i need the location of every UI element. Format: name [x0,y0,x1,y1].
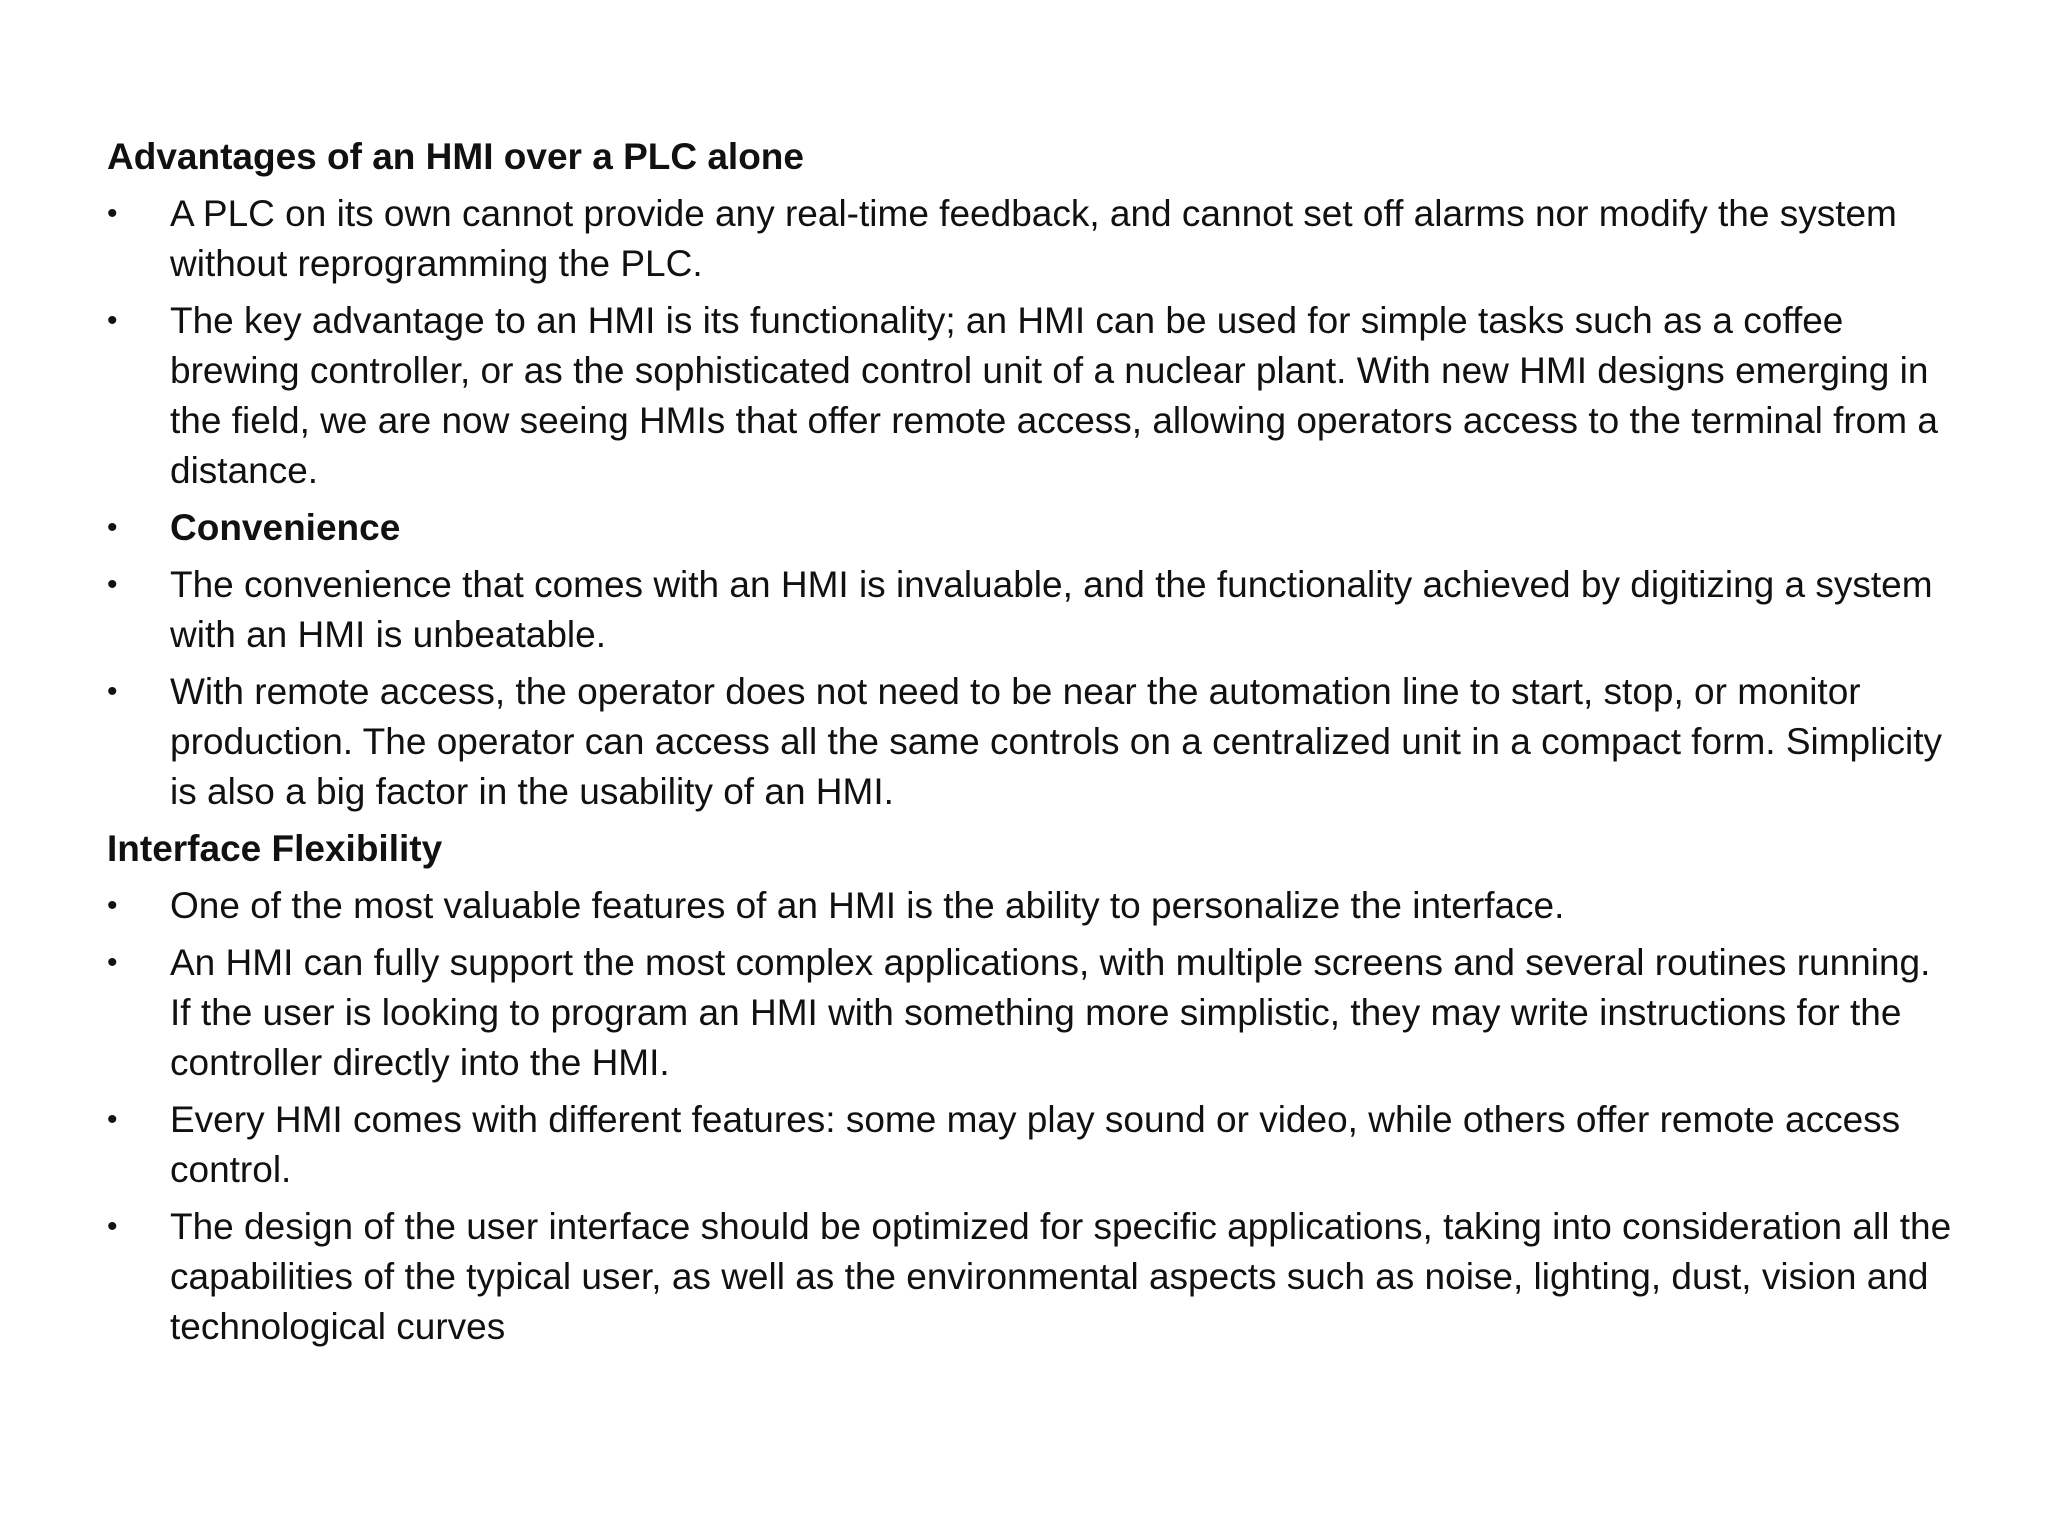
bullet-icon: • [107,889,118,922]
bullet-icon: • [107,1210,118,1243]
bullet-icon: • [107,304,118,337]
section-heading-interface-flexibility: Interface Flexibility [107,828,443,869]
bullet-icon: • [107,568,118,601]
list-item-text: The key advantage to an HMI is its functionality; an HMI can be used for simple tasks such as a coffee brewing controller, or as the sophisticated control unit of a nuclear plant. With new HMI designs emerging in the field, we are now seeing HMIs that offer remote access, allowing operators access to the terminal from a distance. [170,300,1938,491]
list-item-text: One of the most valuable features of an HMI is the ability to personalize the interface. [170,885,1565,926]
list-item [107,1202,1957,1352]
list-item-text: An HMI can fully support the most complex applications, with multiple screens and several routines running. If the user is looking to program an HMI with something more simplistic, they may write instructions for the controller directly into the HMI. [170,942,1931,1083]
bullet-list-interface-flexibility [107,881,1957,1352]
list-item-text: The convenience that comes with an HMI is invaluable, and the functionality achieved by digitizing a system with an HMI is unbeatable. [170,564,1933,655]
bullet-icon: • [107,197,118,230]
list-item [107,503,1957,553]
bullet-list-advantages [107,189,1957,817]
list-item [107,189,1957,289]
list-item [107,881,1957,931]
list-item-text: Every HMI comes with different features: some may play sound or video, while others offer remote access control. [170,1099,1901,1190]
list-item-subheading-convenience: Convenience [170,507,401,548]
list-item-text: The design of the user interface should be optimized for specific applications, taking into consideration all the capabilities of the typical user, as well as the environmental aspects such as noise, lighting, dust, vision and technological curves [170,1206,1952,1347]
section-heading-advantages: Advantages of an HMI over a PLC alone [107,136,804,177]
bullet-icon: • [107,946,118,979]
list-item [107,938,1957,1088]
list-item [107,296,1957,496]
list-item [107,560,1957,660]
bullet-icon: • [107,511,118,544]
bullet-icon: • [107,675,118,708]
list-item [107,667,1957,817]
slide-content [107,132,1957,1359]
bullet-icon: • [107,1103,118,1136]
list-item-text: With remote access, the operator does not need to be near the automation line to start, stop, or monitor production. The operator can access all the same controls on a centralized unit in a compact form. Simplicity is also a big factor in the usability of an HMI. [170,671,1943,812]
list-item-text: A PLC on its own cannot provide any real-time feedback, and cannot set off alarms nor modify the system without reprogramming the PLC. [170,193,1897,284]
list-item [107,1095,1957,1195]
